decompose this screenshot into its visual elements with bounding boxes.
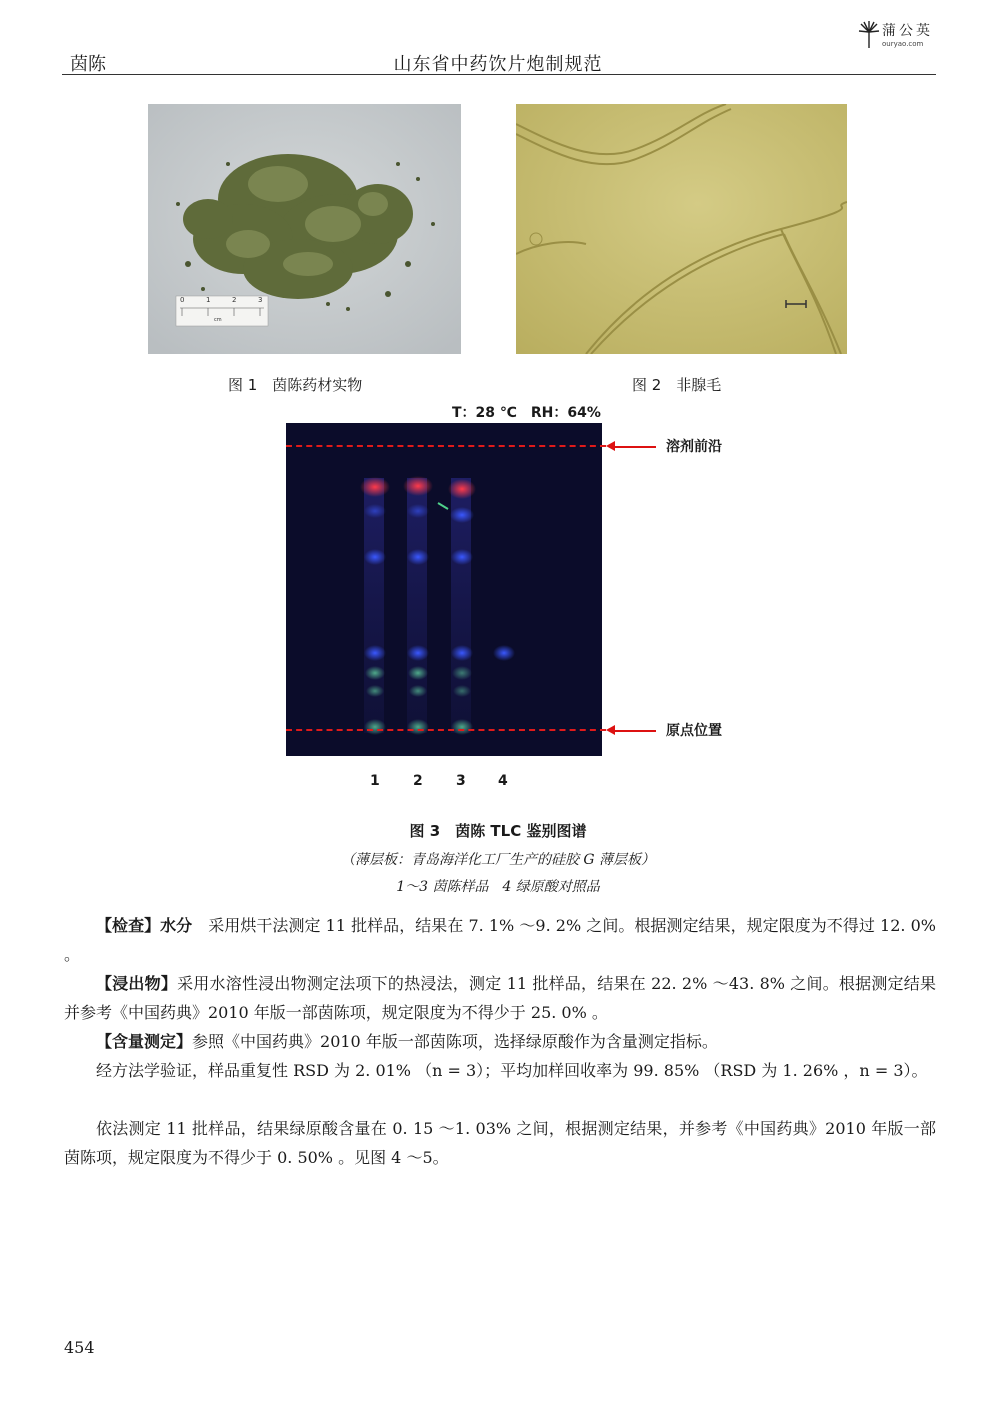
- tlc-plate: [286, 423, 602, 756]
- paragraph-extract-text: 采用水溶性浸出物测定法项下的热浸法，测定 11 批样品，结果在 22. 2% ～43. 8% 之间。根据测定结果并参考《中国药典》2010 年版一部茵陈项，规定限度为不得少于 25. 0% 。: [64, 974, 936, 1022]
- running-header-title: 山东省中药饮片炮制规范: [393, 54, 603, 75]
- tlc-plate-illustration: [286, 423, 602, 756]
- header-rule: [62, 74, 936, 75]
- origin-arrow-line: [612, 730, 656, 732]
- running-header-left: 茵陈: [70, 54, 106, 75]
- solvent-front-line: [286, 445, 606, 447]
- page-number: 454: [64, 1338, 95, 1357]
- origin-label: 原点位置: [666, 723, 722, 739]
- figure-3-note-2: 1～3 茵陈样品 4 绿原酸对照品: [396, 879, 600, 895]
- paragraph-assay-text: 参照《中国药典》2010 年版一部茵陈项，选择绿原酸作为含量测定指标。: [192, 1032, 718, 1051]
- herb-photo: [148, 104, 461, 354]
- figure-3-caption: 图 3 茵陈 TLC 鉴别图谱: [409, 822, 587, 840]
- paragraph-check: [64, 911, 936, 969]
- solvent-front-label: 溶剂前沿: [666, 439, 722, 455]
- paragraph-result: 依法测定 11 批样品，结果绿原酸含量在 0. 15 ～1. 03% 之间，根据测定结果，并参考《中国药典》2010 年版一部茵陈项，规定限度为不得少于 0. 50% 。见图 4 ～5。: [64, 1119, 936, 1167]
- solvent-front-arrow-line: [612, 446, 656, 448]
- ruler-tick-3: 3: [258, 296, 263, 304]
- dandelion-logo-icon: [858, 20, 880, 50]
- figure-3-note-1: （薄层板：青岛海洋化工厂生产的硅胶 G 薄层板）: [340, 852, 656, 868]
- ruler-tick-0: 0: [180, 296, 185, 304]
- herb-photo-illustration: [148, 104, 461, 354]
- origin-line: [286, 729, 606, 731]
- ruler-tick-1: 1: [206, 296, 211, 304]
- lane-number: 1: [370, 773, 380, 789]
- ruler-tick-2: 2: [232, 296, 237, 304]
- paragraph-validation: 经方法学验证，样品重复性 RSD 为 2. 01% （n = 3）；平均加样回收率为 99. 85% （RSD 为 1. 26% ，n = 3）。: [96, 1061, 928, 1080]
- section-title-check: 【检查】水分: [96, 916, 193, 935]
- paragraph-check-text: 采用烘干法测定 11 批样品，结果在 7. 1% ～9. 2% 之间。根据测定结果，规定限度为不得过 12. 0% 。: [64, 916, 936, 964]
- trichome-illustration: [516, 104, 847, 354]
- logo-text: 蒲公英: [882, 23, 933, 39]
- microscope-photo: [516, 104, 847, 354]
- section-title-assay: 【含量测定】: [96, 1032, 193, 1051]
- paragraph-assay: [64, 1027, 936, 1056]
- ruler-unit: cm: [214, 317, 222, 323]
- logo-url: ouryao.com: [882, 40, 924, 48]
- paragraph-extract: [64, 969, 936, 1027]
- lane-number: 2: [413, 773, 423, 789]
- lane-number: 4: [498, 773, 508, 789]
- lane-number: 3: [456, 773, 466, 789]
- figure-1-caption: 图 1 茵陈药材实物: [228, 376, 363, 394]
- site-logo: [858, 20, 950, 50]
- section-title-extract: 【浸出物】: [96, 974, 178, 993]
- figure-2-caption: 图 2 非腺毛: [632, 376, 722, 394]
- tlc-conditions: T：28 ℃ RH：64%: [452, 405, 601, 421]
